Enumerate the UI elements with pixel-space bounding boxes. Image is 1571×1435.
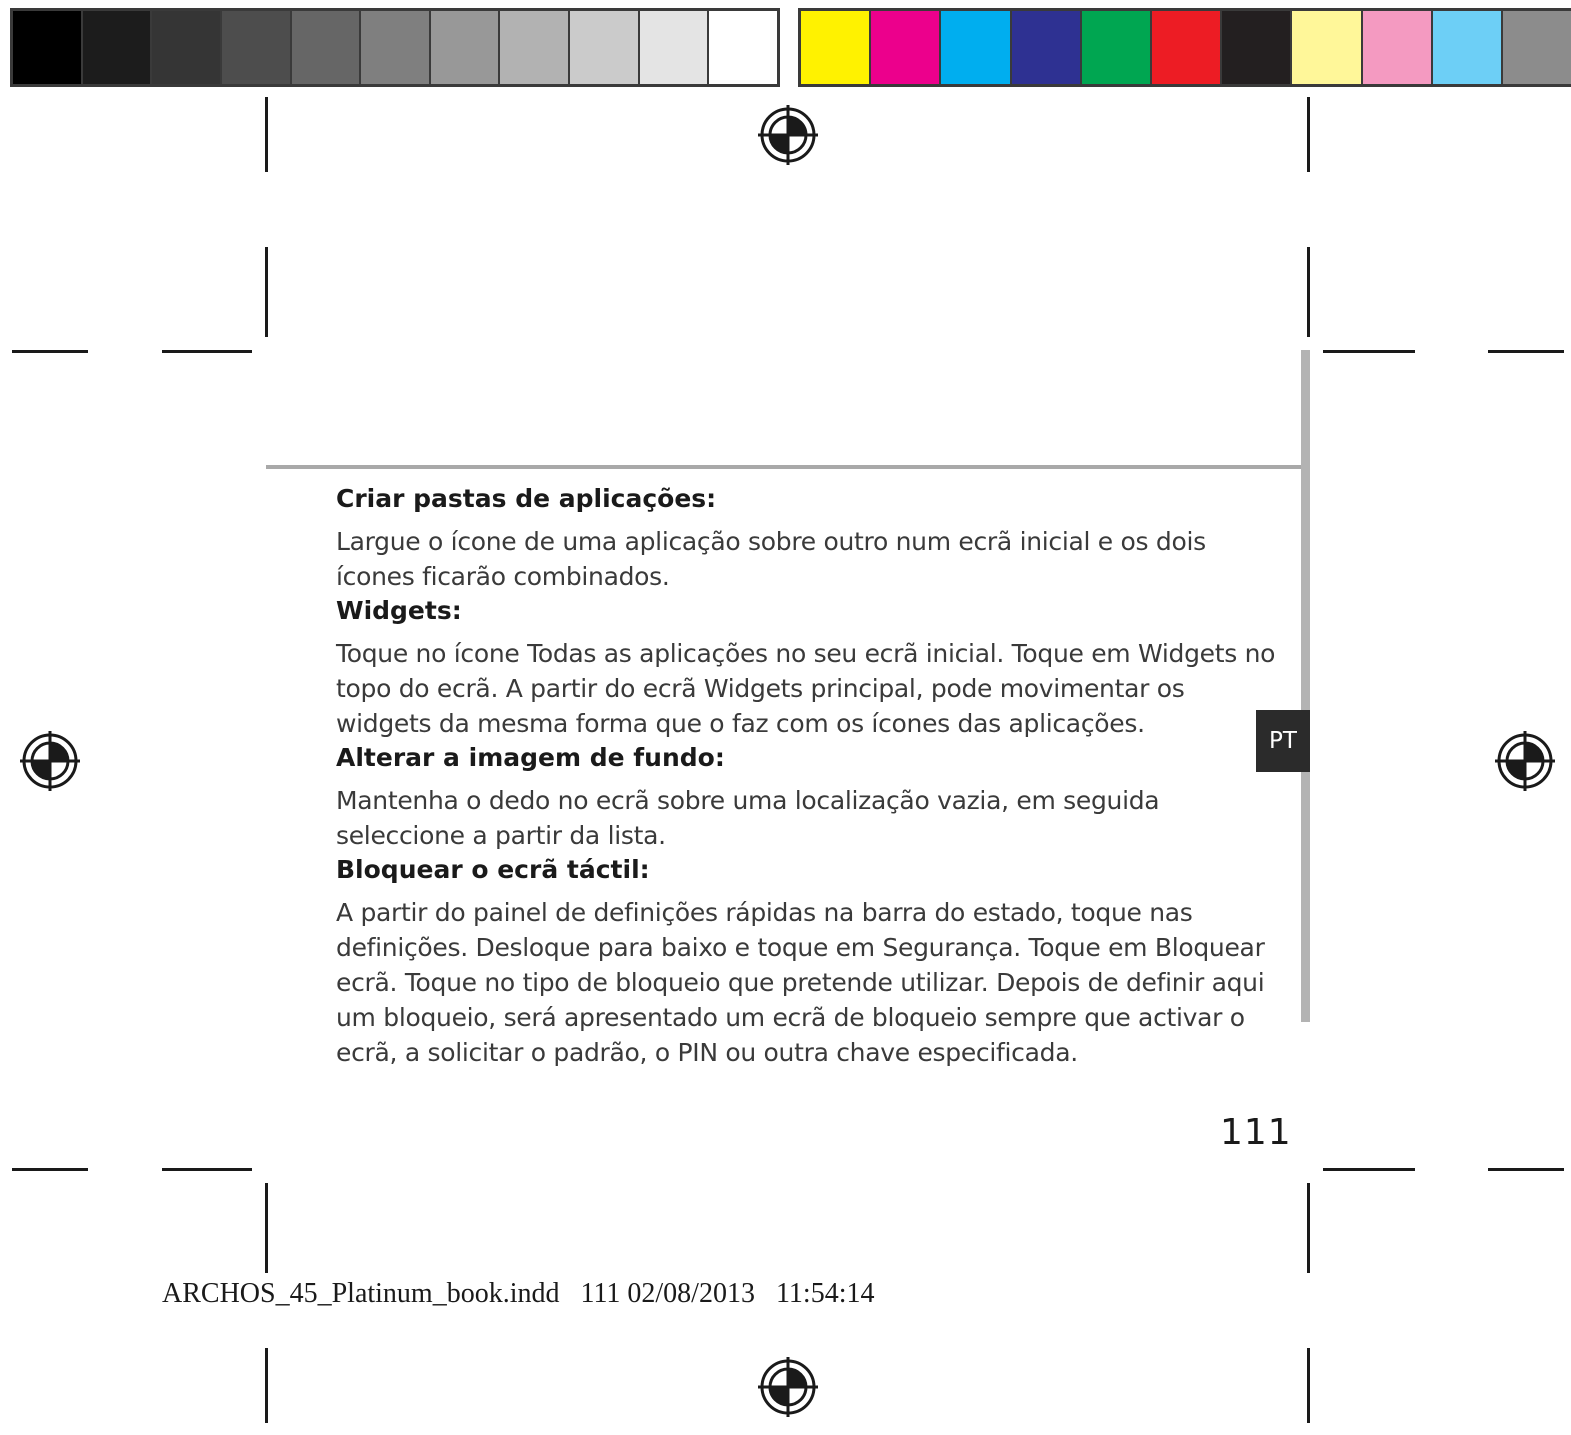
crop-mark (1323, 350, 1415, 353)
section-body: Mantenha o dedo no ecrã sobre uma localização vazia, em seguida seleccione a partir da lista. (336, 786, 1160, 850)
color-swatch (1222, 11, 1292, 84)
crop-mark (265, 247, 268, 337)
color-swatch (640, 11, 710, 84)
color-swatch (152, 11, 222, 84)
crop-mark (1307, 247, 1310, 337)
color-swatch (801, 11, 871, 84)
crop-mark (1307, 1348, 1310, 1423)
color-swatch (431, 11, 501, 84)
slug-page: 111 (580, 1278, 621, 1309)
color-swatch (941, 11, 1011, 84)
section-body: Largue o ícone de uma aplicação sobre outro num ecrã inicial e os dois ícones ficarão combinados. (336, 527, 1206, 591)
crop-mark (265, 1348, 268, 1423)
section-title: Widgets: (336, 596, 462, 625)
section-body: Toque no ícone Todas as aplicações no seu ecrã inicial. Toque em Widgets no topo do ecrã. A partir do ecrã Widgets principal, pode movimentar os widgets da mesma forma que o faz com os ícones das aplicações. (336, 639, 1276, 738)
crop-mark (1307, 1183, 1310, 1273)
section-wallpaper (336, 741, 1276, 853)
color-swatch (1503, 11, 1571, 84)
section-body: A partir do painel de definições rápidas na barra do estado, toque nas definições. Desloque para baixo e toque em Segurança. Toque em Bloquear ecrã. Toque no tipo de bloqueio que pretende utilizar. Depois de definir aqui um bloqueio, será apresentado um ecrã de bloqueio sempre que activar o ecrã, a solicitar o padrão, o PIN ou outra chave especificada. (336, 898, 1265, 1067)
language-tab-label: PT (1269, 728, 1297, 754)
color-swatch (1433, 11, 1503, 84)
slug-date: 02/08/2013 (627, 1278, 755, 1309)
color-swatch (1082, 11, 1152, 84)
crop-mark (162, 350, 252, 353)
section-title: Alterar a imagem de fundo: (336, 743, 725, 772)
color-swatch (13, 11, 83, 84)
slug-time: 11:54:14 (775, 1278, 875, 1309)
registration-mark-icon (757, 1356, 819, 1418)
color-swatch (500, 11, 570, 84)
color-swatch (1012, 11, 1082, 84)
page-number: 111 (1220, 1112, 1292, 1153)
color-swatch (292, 11, 362, 84)
registration-mark-icon (757, 104, 819, 166)
process-color-bar (798, 8, 1571, 87)
slug-file: ARCHOS_45_Platinum_book.indd (162, 1278, 560, 1309)
color-swatch (871, 11, 941, 84)
section-widgets (336, 594, 1276, 741)
slug-line (162, 1278, 875, 1310)
crop-mark (265, 97, 268, 172)
section-title: Bloquear o ecrã táctil: (336, 855, 650, 884)
crop-mark (1307, 97, 1310, 172)
crop-mark (265, 1183, 268, 1273)
registration-mark-icon (19, 730, 81, 792)
color-swatch (1152, 11, 1222, 84)
side-rule (1301, 350, 1310, 1022)
registration-mark-icon (1494, 730, 1556, 792)
color-swatch (222, 11, 292, 84)
crop-mark (1488, 1168, 1564, 1171)
color-swatch (1292, 11, 1362, 84)
crop-mark (12, 1168, 88, 1171)
section-title: Criar pastas de aplicações: (336, 484, 717, 513)
page-content (336, 482, 1276, 1070)
crop-mark (1488, 350, 1564, 353)
section-create-folders (336, 482, 1276, 594)
color-swatch (1363, 11, 1433, 84)
color-swatch (570, 11, 640, 84)
section-lock-screen (336, 853, 1276, 1070)
crop-mark (162, 1168, 252, 1171)
crop-mark (12, 350, 88, 353)
header-rule (266, 465, 1306, 469)
color-swatch (361, 11, 431, 84)
grayscale-color-bar (10, 8, 780, 87)
color-swatch (709, 11, 777, 84)
crop-mark (1323, 1168, 1415, 1171)
color-swatch (83, 11, 153, 84)
